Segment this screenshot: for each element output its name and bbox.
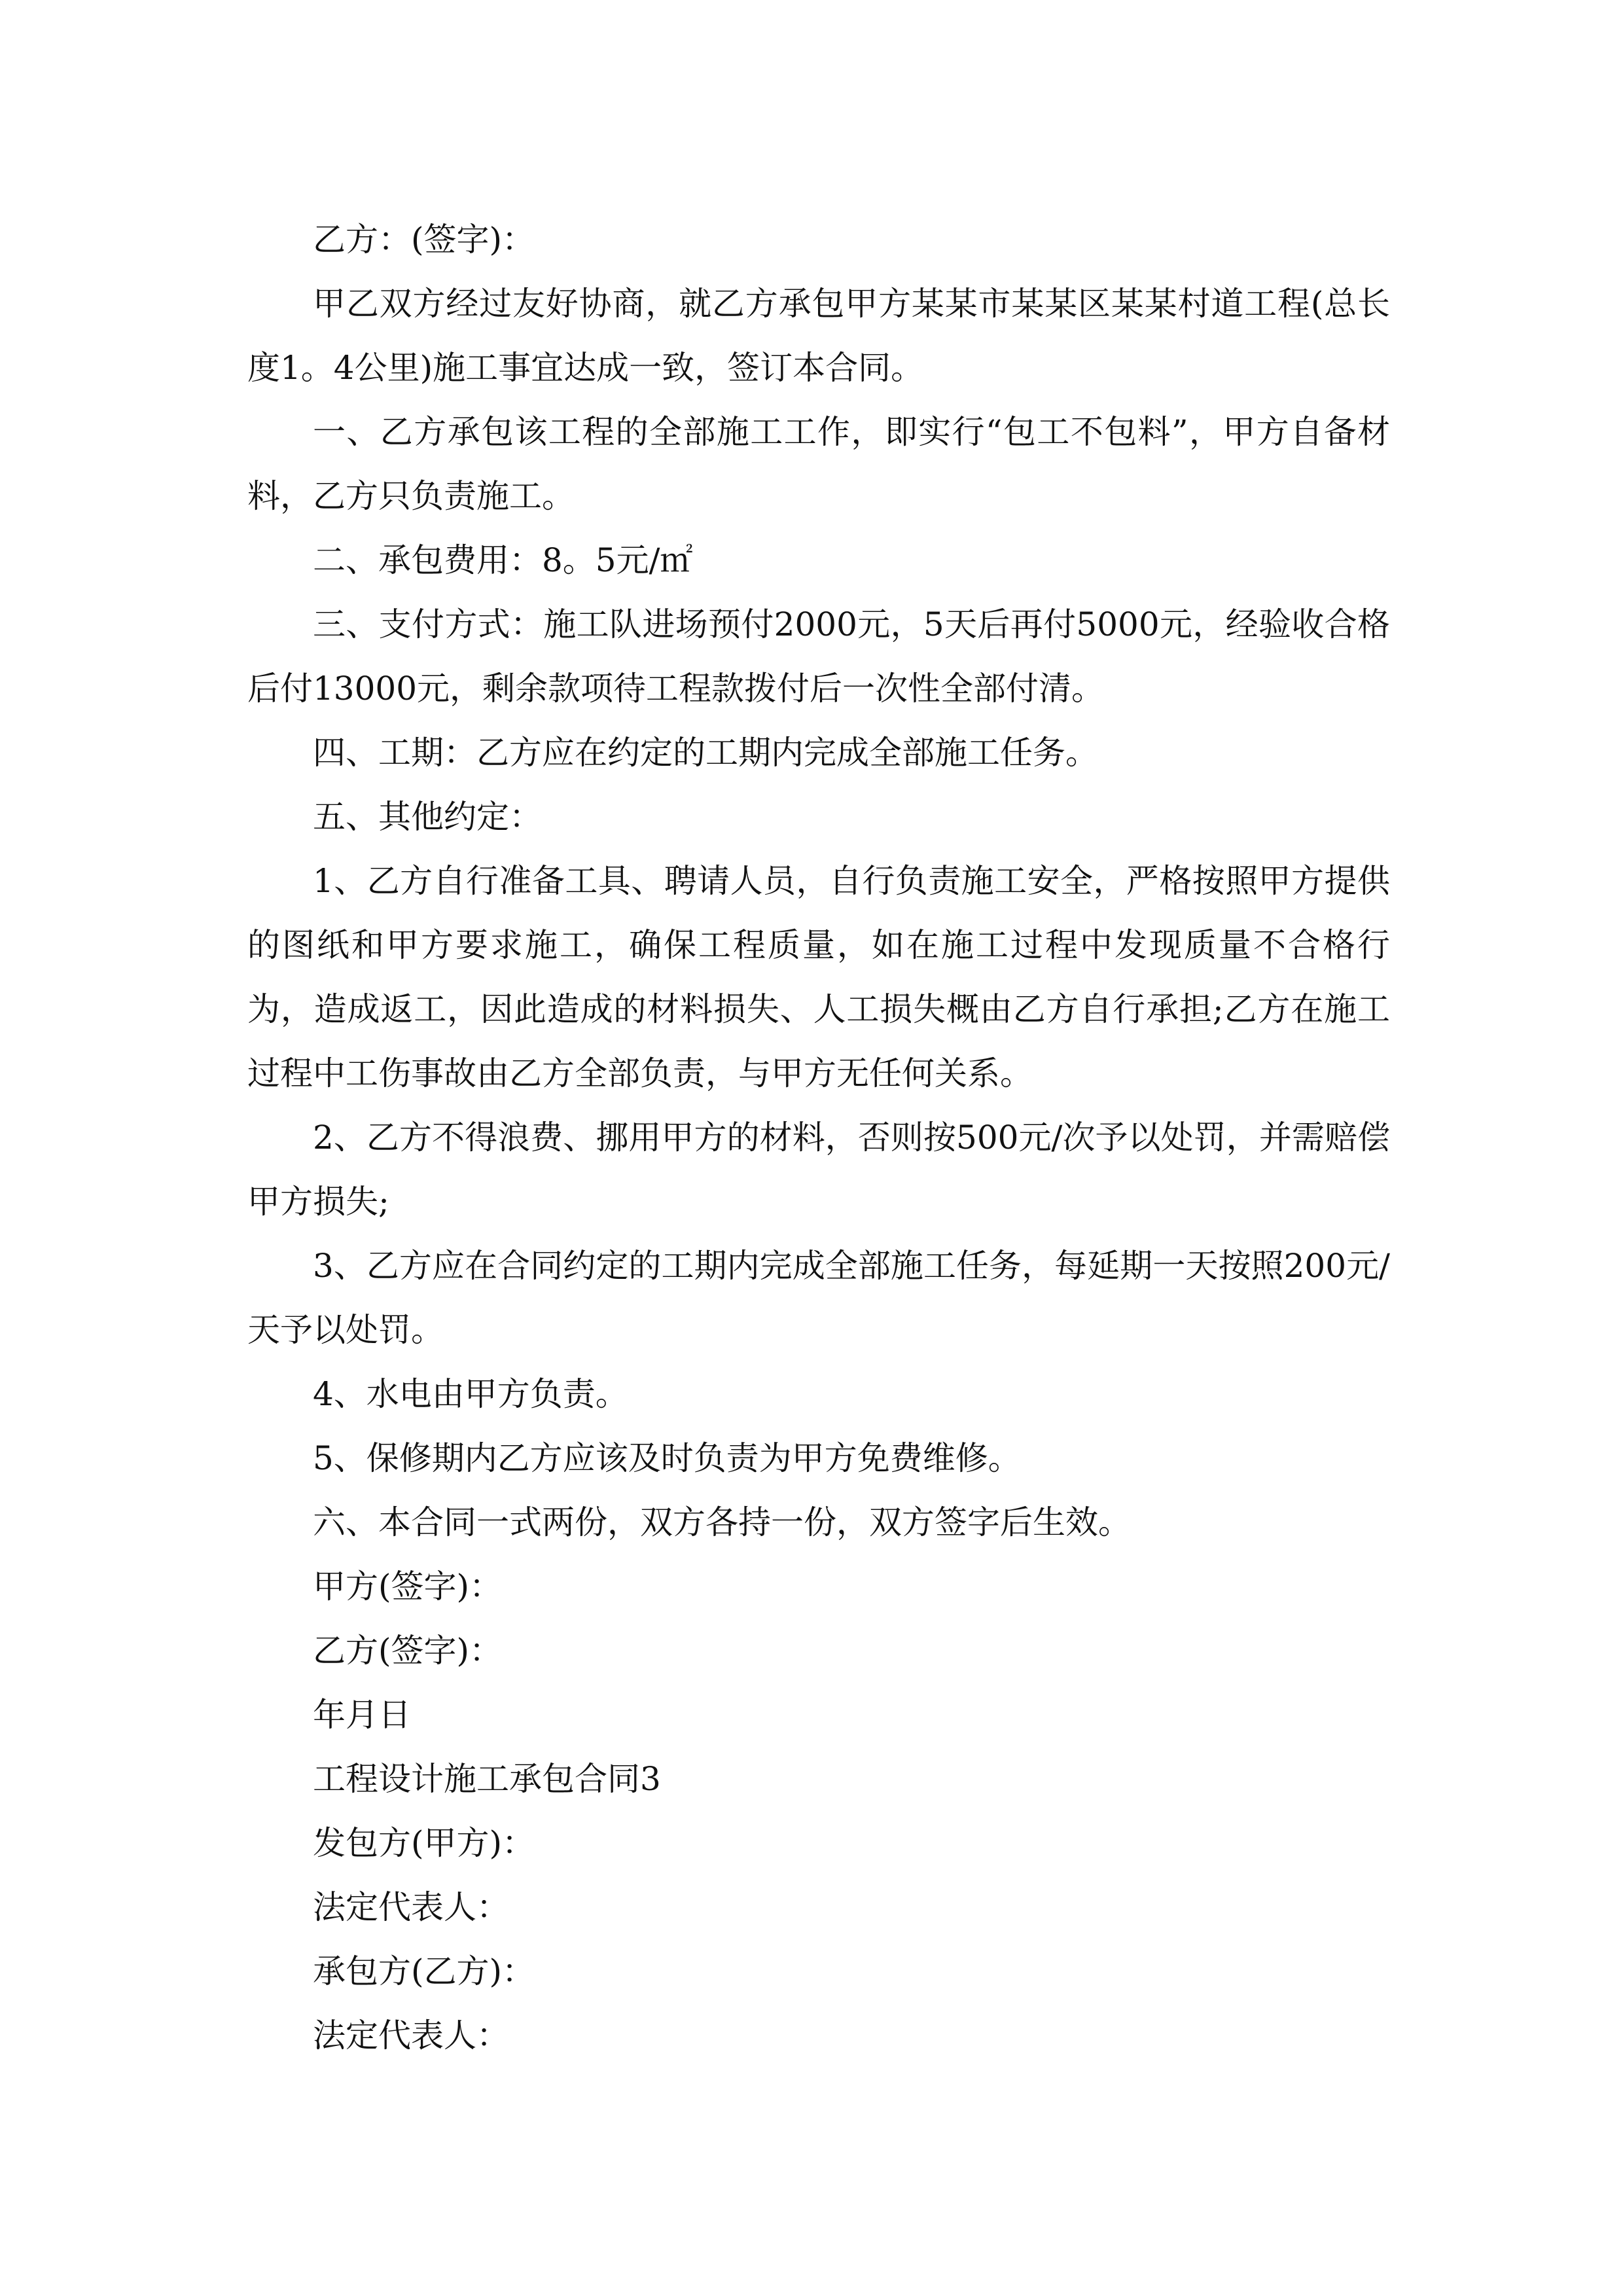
clause-5-item-4: 4、水电由甲方负责。 bbox=[313, 1375, 628, 1413]
contractor-line: 承包方(乙方)： bbox=[313, 1952, 535, 1990]
clause-5-item-1: 1、乙方自行准备工具、聘请人员，自行负责施工安全，严格按照甲方提供的图纸和甲方要求施工，确保工程质量，如在施工过程中发现质量不合格行为，造成返工，因此造成的材料损失、人工损失概由乙方自行承担;乙方在施工过程中工伤事故由乙方全部负责，与甲方无任何关系。 bbox=[247, 862, 1390, 1092]
clause-6-copies: 六、本合同一式两份，双方各持一份，双方签字后生效。 bbox=[313, 1503, 1131, 1541]
clause-2-fee: 二、承包费用：8。5元/㎡ bbox=[313, 541, 693, 579]
employer-representative-line: 法定代表人： bbox=[313, 1888, 509, 1926]
clause-5-item-3: 3、乙方应在合同约定的工期内完成全部施工任务，每延期一天按照200元/天予以处罚。 bbox=[247, 1247, 1390, 1349]
section-title: 工程设计施工承包合同3 bbox=[313, 1760, 661, 1798]
clause-5-item-2: 2、乙方不得浪费、挪用甲方的材料，否则按500元/次予以处罚，并需赔偿甲方损失; bbox=[247, 1119, 1390, 1221]
clause-4-schedule: 四、工期：乙方应在约定的工期内完成全部施工任务。 bbox=[313, 734, 1098, 772]
signature-line-party-b: 乙方：(签字)： bbox=[313, 221, 535, 259]
clause-5-item-5: 5、保修期内乙方应该及时负责为甲方免费维修。 bbox=[313, 1439, 1021, 1477]
clause-1-scope: 一、乙方承包该工程的全部施工工作，即实行“包工不包料”，甲方自备材料，乙方只负责施工。 bbox=[247, 413, 1390, 515]
signature-party-a: 甲方(签字)： bbox=[313, 1568, 503, 1605]
document-body bbox=[247, 207, 1390, 2068]
contract-preamble: 甲乙双方经过友好协商，就乙方承包甲方某某市某某区某某村道工程(总长度1。4公里)施工事宜达成一致，签订本合同。 bbox=[247, 285, 1390, 387]
signature-party-b: 乙方(签字)： bbox=[313, 1632, 503, 1670]
clause-5-heading: 五、其他约定： bbox=[313, 798, 542, 836]
contractor-representative-line: 法定代表人： bbox=[313, 2017, 509, 2054]
clause-3-payment: 三、支付方式：施工队进场预付2000元，5天后再付5000元，经验收合格后付13000元，剩余款项待工程款拨付后一次性全部付清。 bbox=[247, 605, 1390, 708]
date-line: 年月日 bbox=[313, 1696, 411, 1734]
employer-line: 发包方(甲方)： bbox=[313, 1824, 535, 1862]
